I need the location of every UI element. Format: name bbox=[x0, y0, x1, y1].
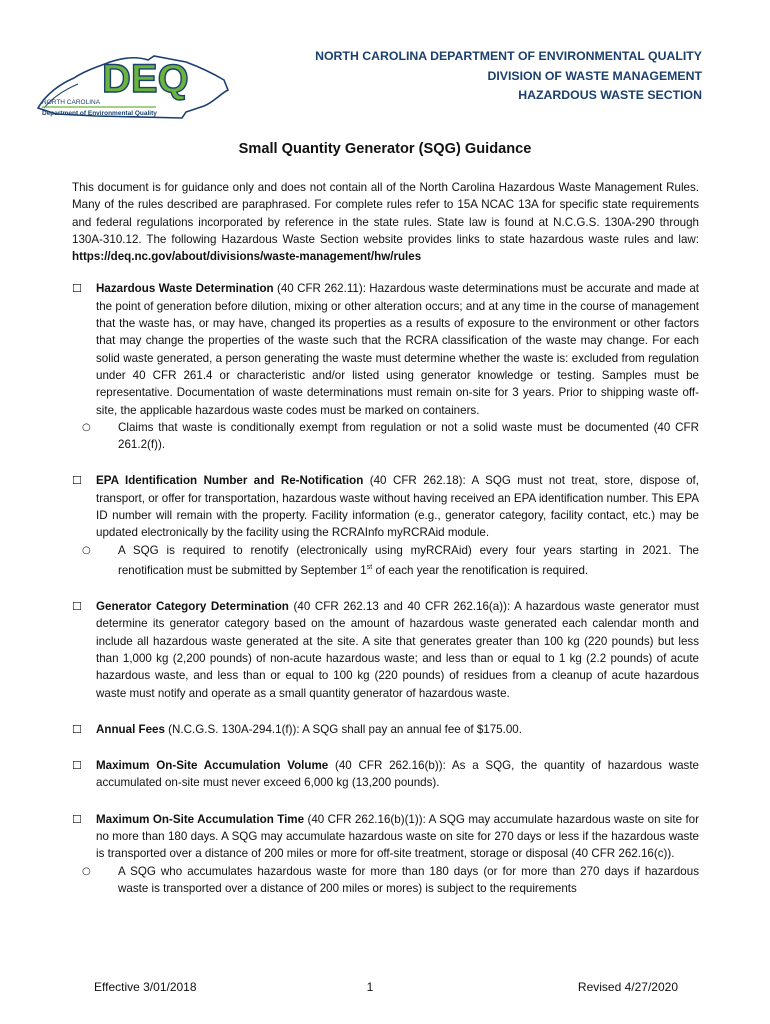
item-heading: Generator Category Determination bbox=[96, 600, 289, 614]
header-line-section: HAZARDOUS WASTE SECTION bbox=[518, 88, 702, 102]
item-heading: Maximum On-Site Accumulation Volume bbox=[96, 759, 329, 773]
department-header bbox=[315, 47, 702, 106]
checkbox[interactable]: ☐ bbox=[72, 282, 82, 296]
footer-effective-date: Effective 3/01/2018 bbox=[94, 980, 197, 994]
sub-bullet bbox=[72, 542, 699, 579]
footer-page-number: 1 bbox=[366, 980, 374, 994]
rules-link[interactable]: https://deq.nc.gov/about/divisions/waste-management/hw/rules bbox=[72, 250, 422, 264]
circle-bullet-icon: ○ bbox=[82, 421, 91, 433]
sub-bullet-text-end: of each year the renotification is required. bbox=[372, 563, 589, 577]
deq-logo-text: DEQ bbox=[102, 57, 189, 101]
checkbox[interactable]: ☐ bbox=[72, 722, 82, 736]
footer-revised-date: Revised 4/27/2020 bbox=[577, 980, 678, 994]
checklist-item-accumulation-volume bbox=[72, 757, 699, 792]
checkbox[interactable]: ☐ bbox=[72, 474, 82, 488]
checklist-item-generator-category bbox=[72, 598, 699, 702]
item-heading: EPA Identification Number and Re-Notification bbox=[96, 474, 364, 488]
circle-bullet-icon: ○ bbox=[82, 865, 91, 877]
item-body: (40 CFR 262.16(b)(1)): A SQG may accumulate hazardous waste on site for no more than 180 days. A SQG may accumulate hazardous waste on site for 270 days or less if the hazardous waste is transported over a distance of 200 miles or more for off-site treatment, storage or disposal (40 CFR 262.16(c)). bbox=[96, 812, 699, 861]
page-title: Small Quantity Generator (SQG) Guidance bbox=[238, 141, 532, 157]
sub-bullet-text: Claims that waste is conditionally exempt from regulation or not a solid waste must be documented (40 CFR 261.2(f)). bbox=[118, 420, 699, 452]
item-heading: Hazardous Waste Determination bbox=[96, 282, 274, 296]
sub-bullet-text: A SQG who accumulates hazardous waste for more than 180 days (or for more than 270 days if hazardous waste is transported over a distance of 200 miles or mores) is subject to the requirements bbox=[118, 864, 699, 895]
intro-text: This document is for guidance only and does not contain all of the North Carolina Hazardous Waste Management Rules. Many of the rules described are paraphrased. For complete rules refer to 15A NCAC 13A for specific state requirements and federal regulations incorporated by reference in the state rules. State law is found at N.C.G.S. 130A-290 through 130A-310.12. The following Hazardous Waste Section website provides links to state hazardous waste rules and law: bbox=[72, 181, 699, 246]
checkbox[interactable]: ☐ bbox=[72, 812, 82, 826]
checklist-item-annual-fees bbox=[72, 721, 699, 738]
checklist-item-accumulation-time bbox=[72, 811, 699, 863]
item-body: (40 CFR 262.18): A SQG must not treat, store, dispose of, transport, or offer for transportation, hazardous waste without having received an EPA identification number. This EPA ID number will remain with the property. Facility information (e.g., generator category, facility contact, etc.) may be updated electronically by the facility using the RCRAInfo myRCRAid module. bbox=[96, 474, 699, 540]
item-heading: Maximum On-Site Accumulation Time bbox=[96, 812, 305, 826]
item-body: (40 CFR 262.13 and 40 CFR 262.16(a)): A hazardous waste generator must determine its generator category based on the amount of hazardous waste generated each calendar month and include all hazardous waste generated at the site. A site that generates greater than 100 kg (220 pounds) but less than 1,000 kg (2,200 pounds) of non-acute hazardous waste; and less than or equal to 1 kg (2.2 pounds) of acute hazardous waste, and less than or equal to 100 kg (220 pounds) of residues from a cleanup of acute hazardous waste must notify and operate as a small quantity generator of hazardous waste. bbox=[96, 600, 699, 700]
sub-bullet bbox=[72, 863, 699, 898]
header-line-division: DIVISION OF WASTE MANAGEMENT bbox=[487, 68, 702, 83]
logo-subtitle-state: NORTH CAROLINA bbox=[42, 99, 101, 106]
sub-bullet-text: A SQG is required to renotify (electronically using myRCRAid) every four years starting in 2021. The renotification must be submitted by September 1 bbox=[118, 543, 699, 577]
item-heading: Annual Fees bbox=[96, 722, 165, 736]
ordinal-suffix: st bbox=[366, 563, 373, 571]
checklist-item-waste-determination bbox=[72, 280, 699, 418]
item-body: (40 CFR 262.11): Hazardous waste determinations must be accurate and made at the point of generation before dilution, mixing or other alteration occurs; and at any time in the course of management that the waste has, or may have, changed its properties as a results of exposure to the environment or other factors that may change the properties of the waste such that the RCRA classification of the waste may change. For each solid waste generated, a person generating the waste must determine whether the waste is: excluded from regulation under 40 CFR 261.4 or characteristic and/or listed using generator knowledge or testing. Samples must be representative. Documentation of waste determinations must remain on-site for 3 years. Prior to shipping waste off-site, the applicable hazardous waste codes must be marked on containers. bbox=[96, 282, 699, 417]
intro-paragraph bbox=[72, 179, 699, 265]
item-body: (N.C.G.S. 130A-294.1(f)): A SQG shall pay an annual fee of $175.00. bbox=[164, 722, 522, 736]
logo-subtitle-dept: Department of Environmental Quality bbox=[42, 110, 157, 117]
sub-bullet bbox=[72, 419, 699, 454]
checkbox[interactable]: ☐ bbox=[72, 759, 82, 773]
circle-bullet-icon: ○ bbox=[82, 544, 91, 556]
document-body bbox=[72, 179, 699, 897]
checklist-item-epa-id bbox=[72, 472, 699, 541]
checkbox[interactable]: ☐ bbox=[72, 600, 82, 614]
header-line-department: NORTH CAROLINA DEPARTMENT OF ENVIRONMENTAL QUALITY bbox=[315, 49, 702, 63]
item-body: (40 CFR 262.16(b)): As a SQG, the quantity of hazardous waste accumulated on-site must never exceed 6,000 kg (13,200 pounds). bbox=[96, 759, 699, 790]
deq-logo bbox=[36, 46, 232, 126]
